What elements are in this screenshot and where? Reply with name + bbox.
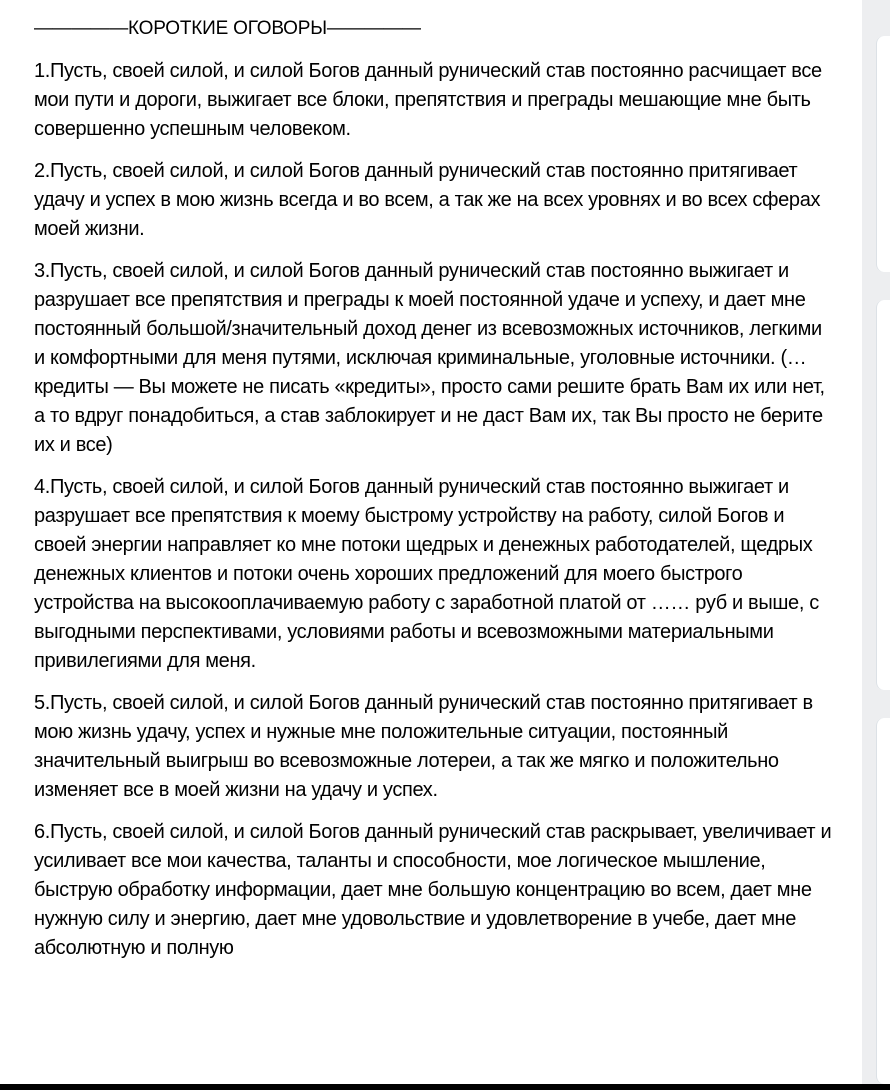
paragraph-5: 5.Пусть, своей силой, и силой Богов данный рунический став постоянно притягивает в мою жизнь удачу, успех и нужные мне положительные ситуации, постоянный значительный выигрыш во всевозможные лотереи, а так же мягко и положительно изменяет все в моей жизни на удачу и успех. xyxy=(34,692,813,801)
side-panel-bottom xyxy=(876,718,890,1084)
paragraph-1: 1.Пусть, своей силой, и силой Богов данный рунический став постоянно расчищает все мои пути и дороги, выжигает все блоки, препятствия и преграды мешающие мне быть совершенно успешным человеком. xyxy=(34,60,822,140)
side-panel-top xyxy=(876,36,890,272)
bottom-border xyxy=(0,1084,890,1090)
paragraph-2: 2.Пусть, своей силой, и силой Богов данный рунический став постоянно притягивает удачу и успех в мою жизнь всегда и во всем, а так же на всех уровнях и во всех сферах моей жизни. xyxy=(34,160,821,240)
post-heading: —————КОРОТКИЕ ОГОВОРЫ————— xyxy=(34,18,421,39)
side-panel-middle xyxy=(876,300,890,690)
paragraph-6: 6.Пусть, своей силой, и силой Богов данный рунический став раскрывает, увеличивает и усиливает все мои качества, таланты и способности, мое логическое мышление, быструю обработку информации, дает мне большую концентрацию во всем, дает мне нужную силу и энергию, дает мне удовольствие и удовлетворение в учебе, дает мне абсолютную и полную xyxy=(34,821,832,959)
paragraph-3: 3.Пусть, своей силой, и силой Богов данный рунический став постоянно выжигает и разрушает все препятствия и преграды к моей постоянной удаче и успеху, и дает мне постоянный большой/значительный доход денег из всевозможных источников, легкими и комфортными для меня путями, исключая криминальные, уголовные источники. (… кредиты — Вы можете не писать «кредиты», просто сами решите брать Вам их или нет, а то вдруг понадобиться, а став заблокирует и не даст Вам их, так Вы просто не берите их и все) xyxy=(34,260,825,456)
paragraph-4: 4.Пусть, своей силой, и силой Богов данный рунический став постоянно выжигает и разрушает все препятствия к моему быстрому устройству на работу, силой Богов и своей энергии направляет ко мне потоки щедрых и денежных работодателей, щедрых денежных клиентов и потоки очень хороших предложений для моего быстрого устройства на высокооплачиваемую работу с заработной платой от …… руб и выше, с выгодными перспективами, условиями работы и всевозможными материальными привилегиями для меня. xyxy=(34,476,819,672)
